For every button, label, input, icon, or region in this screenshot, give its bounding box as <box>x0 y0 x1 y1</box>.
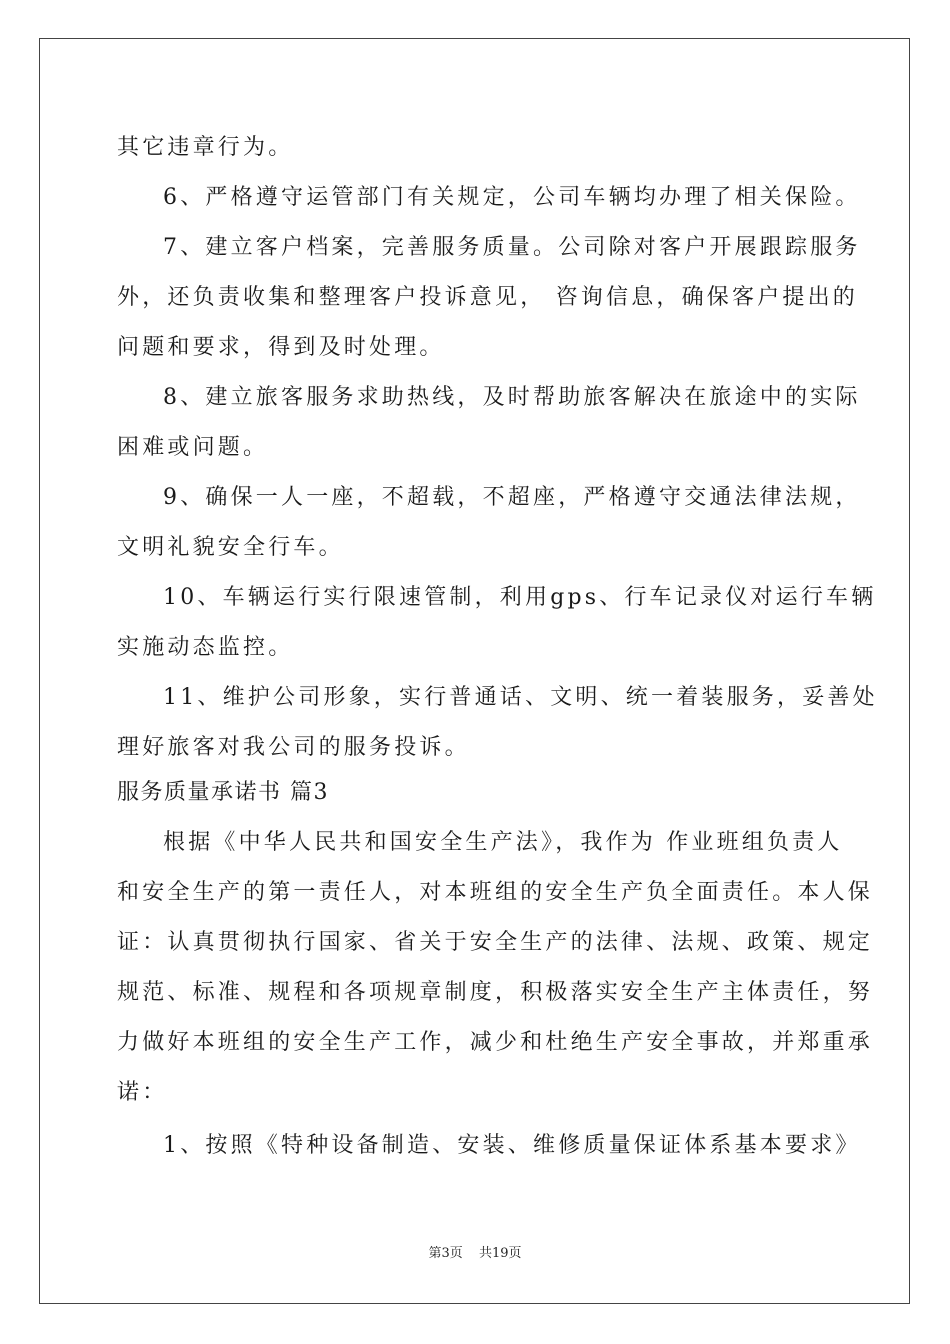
text-line: 问题和要求，得到及时处理。 <box>117 335 445 360</box>
text-line: 8、建立旅客服务求助热线，及时帮助旅客解决在旅途中的实际 <box>163 385 861 410</box>
text-line: 文明礼貌安全行车。 <box>117 535 344 560</box>
text-line: 理好旅客对我公司的服务投诉。 <box>117 735 470 760</box>
text-line: 实施动态监控。 <box>117 635 294 660</box>
text-line: 其它违章行为。 <box>117 135 294 160</box>
text-line: 6、严格遵守运管部门有关规定，公司车辆均办理了相关保险。 <box>163 185 861 210</box>
section-heading: 服务质量承诺书 篇3 <box>117 780 329 805</box>
text-line: 诺： <box>117 1080 168 1105</box>
text-line: 和安全生产的第一责任人，对本班组的安全生产负全面责任。本人保 <box>117 880 874 905</box>
text-line: 力做好本班组的安全生产工作，减少和杜绝生产安全事故，并郑重承 <box>117 1030 874 1055</box>
text-line: 11、维护公司形象，实行普通话、文明、统一着装服务，妥善处 <box>163 685 878 710</box>
text-line: 规范、标准、规程和各项规章制度，积极落实安全生产主体责任，努 <box>117 980 874 1005</box>
text-line: 困难或问题。 <box>117 435 269 460</box>
text-line: 7、建立客户档案，完善服务质量。公司除对客户开展跟踪服务 <box>163 235 861 260</box>
text-line: 证：认真贯彻执行国家、省关于安全生产的法律、法规、政策、规定 <box>117 930 874 955</box>
text-line: 9、确保一人一座，不超载，不超座，严格遵守交通法律法规， <box>163 485 861 510</box>
page-number-current: 第3页 <box>428 1246 463 1261</box>
text-line: 根据《中华人民共和国安全生产法》，我作为 作业班组负责人 <box>163 830 843 855</box>
text-line: 1、按照《特种设备制造、安装、维修质量保证体系基本要求》 <box>163 1133 861 1158</box>
text-line: 10、车辆运行实行限速管制，利用gps、行车记录仪对运行车辆 <box>163 585 877 610</box>
text-line: 外，还负责收集和整理客户投诉意见， 咨询信息，确保客户提出的 <box>117 285 858 310</box>
page-footer <box>0 1245 950 1263</box>
page-number-total: 共19页 <box>478 1246 522 1261</box>
page-border <box>39 38 910 1304</box>
